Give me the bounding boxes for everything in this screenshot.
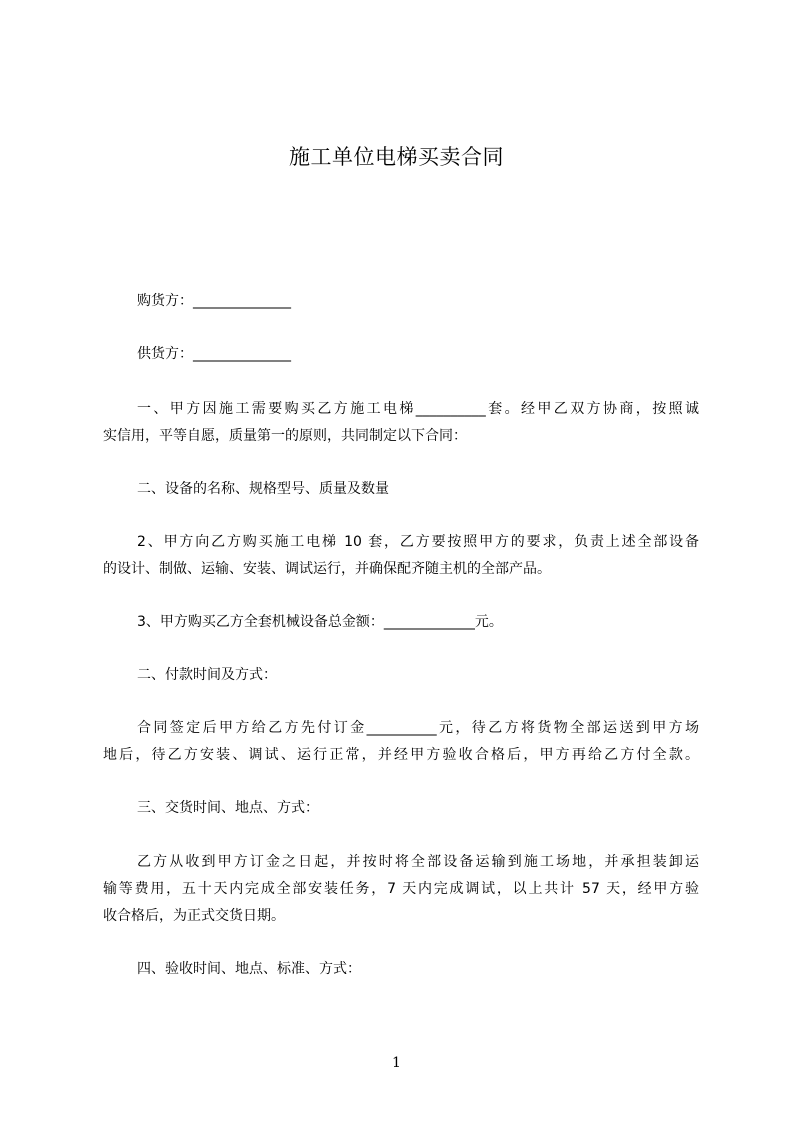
item2-line2: 的设计、制做、运输、安装、调试运行，并确保配齐随主机的全部产品。: [103, 561, 551, 577]
page-number: 1: [392, 1055, 401, 1071]
clause1-line2: 实信用，平等自愿，质量第一的原则，共同制定以下合同：: [103, 428, 467, 444]
document-title: 施工单位电梯买卖合同: [289, 145, 504, 169]
payment-line2: 地后，待乙方安装、调试、运行正常，并经甲方验收合格后，甲方再给乙方付全款。: [103, 747, 699, 763]
heading-payment: 二、付款时间及方式：: [137, 667, 277, 683]
item3-line: 3、甲方购买乙方全套机械设备总金额：_____________元。: [137, 614, 503, 630]
supplier-line: 供货方：______________: [137, 346, 291, 362]
heading-equipment: 二、设备的名称、规格型号、质量及数量: [137, 481, 389, 497]
payment-line1: 合同签定后甲方给乙方先付订金__________元，待乙方将货物全部运送到甲方场: [137, 720, 699, 736]
item2-line1: 2、甲方向乙方购买施工电梯 10 套，乙方要按照甲方的要求，负责上述全部设备: [137, 534, 699, 550]
delivery-line1: 乙方从收到甲方订金之日起，并按时将全部设备运输到施工场地，并承担装卸运: [137, 854, 699, 870]
clause1-line1: 一、甲方因施工需要购买乙方施工电梯__________套。经甲乙双方协商，按照诚: [137, 401, 699, 417]
delivery-line2: 输等费用，五十天内完成全部安装任务，7 天内完成调试，以上共计 57 天，经甲方验: [103, 881, 699, 897]
heading-delivery: 三、交货时间、地点、方式：: [137, 800, 319, 816]
buyer-line: 购货方：______________: [137, 293, 291, 309]
delivery-line3: 收合格后，为正式交货日期。: [103, 908, 285, 924]
heading-acceptance: 四、验收时间、地点、标准、方式：: [137, 961, 361, 977]
